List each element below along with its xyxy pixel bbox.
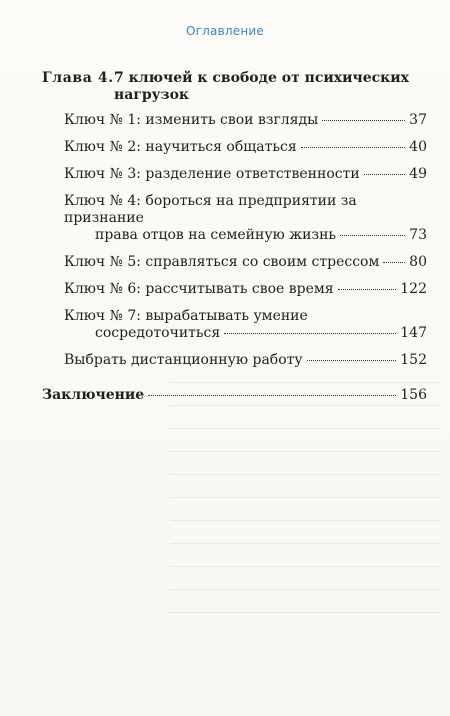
toc-entry-title-continued: сосредоточиться (95, 325, 221, 341)
toc-entry[interactable] (64, 308, 427, 342)
toc-entry-title: Ключ № 1: изменить свои взгляды (64, 112, 319, 128)
toc-entry-title: Ключ № 6: рассчитывать свое время (64, 281, 334, 297)
show-through-shadow (170, 360, 440, 690)
toc-entry-title: Ключ № 3: разделение ответственности (64, 166, 360, 182)
toc-entry[interactable] (64, 281, 427, 298)
leader-dots (307, 360, 397, 361)
chapter-number: Глава 4. (42, 70, 114, 86)
leader-dots (322, 120, 405, 121)
toc-entry-page: 147 (400, 325, 427, 341)
leader-dots (224, 333, 396, 334)
toc-entry[interactable] (64, 254, 427, 271)
toc-entry[interactable] (64, 193, 427, 244)
toc-entry-page: 122 (400, 281, 427, 297)
toc-entry-page: 49 (409, 166, 427, 182)
conclusion-page: 156 (400, 387, 427, 403)
leader-dots (148, 395, 396, 396)
toc-entry[interactable] (64, 139, 427, 156)
toc-entry-title: Ключ № 4: бороться на предприятии за признание (64, 193, 357, 226)
chapter-title: 7 ключей к свободе от психических нагрузок (114, 70, 410, 103)
toc-entry-title-continued: права отцов на семейную жизнь (95, 227, 337, 243)
toc-entry-page: 80 (409, 254, 427, 270)
leader-dots (364, 174, 406, 175)
toc-entry[interactable] (64, 112, 427, 129)
conclusion-title: Заключение (42, 387, 145, 403)
toc-entry[interactable] (64, 166, 427, 183)
toc-entry[interactable] (64, 352, 427, 369)
toc-entry-title: Выбрать дистанционную работу (64, 352, 303, 368)
leader-dots (383, 262, 405, 263)
toc-entry-page: 40 (409, 139, 427, 155)
leader-dots (338, 289, 397, 290)
toc-entry-page: 152 (400, 352, 427, 368)
toc-entry-page: 73 (409, 227, 427, 243)
leader-dots (340, 235, 405, 236)
toc-entry-title: Ключ № 5: справляться со своим стрессом (64, 254, 380, 270)
toc-entry-title: Ключ № 2: научиться общаться (64, 139, 297, 155)
leader-dots (301, 147, 406, 148)
table-of-contents (42, 70, 427, 404)
running-head: Оглавление (186, 24, 264, 38)
toc-entry-page: 37 (409, 112, 427, 128)
chapter-heading (42, 70, 427, 104)
toc-conclusion[interactable] (42, 387, 427, 404)
toc-entry-title: Ключ № 7: вырабатывать умение (64, 308, 308, 324)
